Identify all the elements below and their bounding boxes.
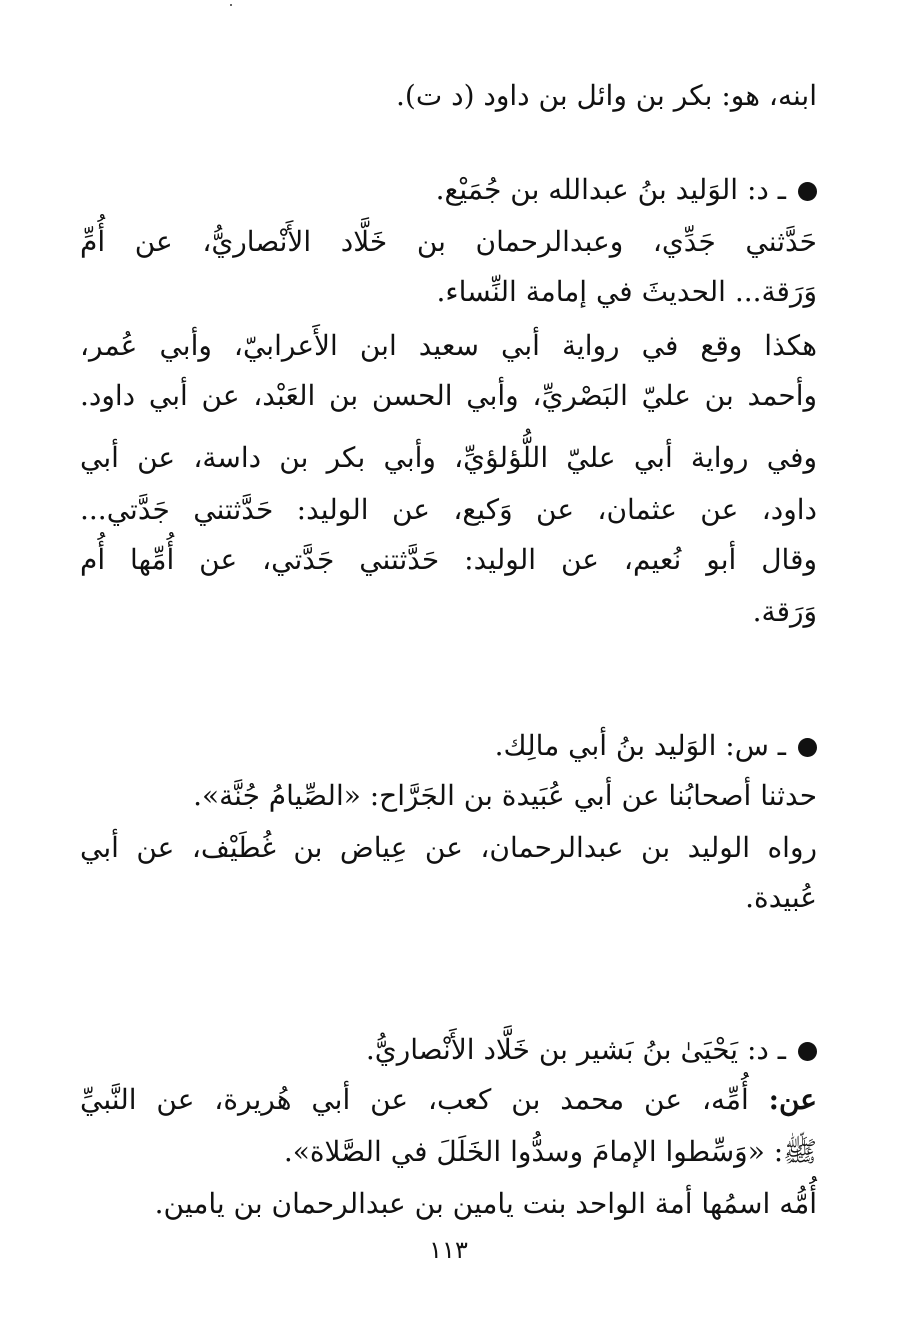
text-line: وَرَقة. <box>752 595 817 628</box>
text-line: وَرَقة... الحديثَ في إمامة النِّساء. <box>436 275 817 308</box>
text-span: أُمِّه، عن محمد بن كعب، عن أبي هُريرة، عن النَّبيِّ <box>80 1083 769 1116</box>
entry-title: ـ د: الوَليد بنُ عبدالله بن جُمَيْع. <box>435 173 786 206</box>
text-line: ﷺ: «وَسِّطوا الإمامَ وسدُّوا الخَلَلَ في الصَّلاة». <box>283 1135 817 1168</box>
text-line: وأحمد بن عليّ البَصْريِّ، وأبي الحسن بن العَبْد، عن أبي داود. <box>80 379 817 412</box>
text-line: ابنه، هو: بكر بن وائل بن داود (د ت). <box>396 79 817 112</box>
bullet-icon <box>798 738 817 757</box>
page-number: ١١٣ <box>429 1236 468 1264</box>
text-line: وقال أبو نُعيم، عن الوليد: حَدَّثتني جَدَّتي، عن أُمِّها أُم <box>80 543 817 576</box>
label-an: عن: <box>768 1083 817 1116</box>
entry-header-al-walid-ibn-abi-malik <box>80 726 817 766</box>
text-line: داود، عن عثمان، عن وَكيع، عن الوليد: حَدَّثتني جَدَّتي... <box>80 493 817 526</box>
text-line: رواه الوليد بن عبدالرحمان، عن عِياض بن غُطَيْف، عن أبي <box>80 831 817 864</box>
text-line: عُبيدة. <box>745 881 817 914</box>
text-line: وفي رواية أبي عليّ اللُّؤلؤيِّ، وأبي بكر بن داسة، عن أبي <box>80 441 817 474</box>
entry-header-yahya-ibn-bashir <box>80 1030 817 1070</box>
bullet-icon <box>798 1042 817 1061</box>
text-line: حَدَّثني جَدِّي، وعبدالرحمان بن خَلَّاد الأَنْصاريُّ، عن أُمِّ <box>80 225 817 258</box>
text-line <box>80 1080 817 1120</box>
document-page <box>80 0 817 1343</box>
scan-speck <box>230 4 232 6</box>
entry-header-al-walid-ibn-abdallah <box>80 170 817 210</box>
entry-title: ـ س: الوَليد بنُ أبي مالِك. <box>494 729 786 762</box>
text-line: هكذا وقع في رواية أبي سعيد ابن الأَعرابيّ، وأبي عُمر، <box>80 329 817 362</box>
bullet-icon <box>798 182 817 201</box>
entry-title: ـ د: يَحْيَىٰ بنُ بَشير بن خَلَّاد الأَنْصاريُّ. <box>365 1033 786 1066</box>
text-line: أُمُّه اسمُها أمة الواحد بنت يامين بن عبدالرحمان بن يامين. <box>154 1187 817 1220</box>
text-line: حدثنا أصحابُنا عن أبي عُبَيدة بن الجَرَّاح: «الصِّيامُ جُنَّة». <box>193 779 817 812</box>
